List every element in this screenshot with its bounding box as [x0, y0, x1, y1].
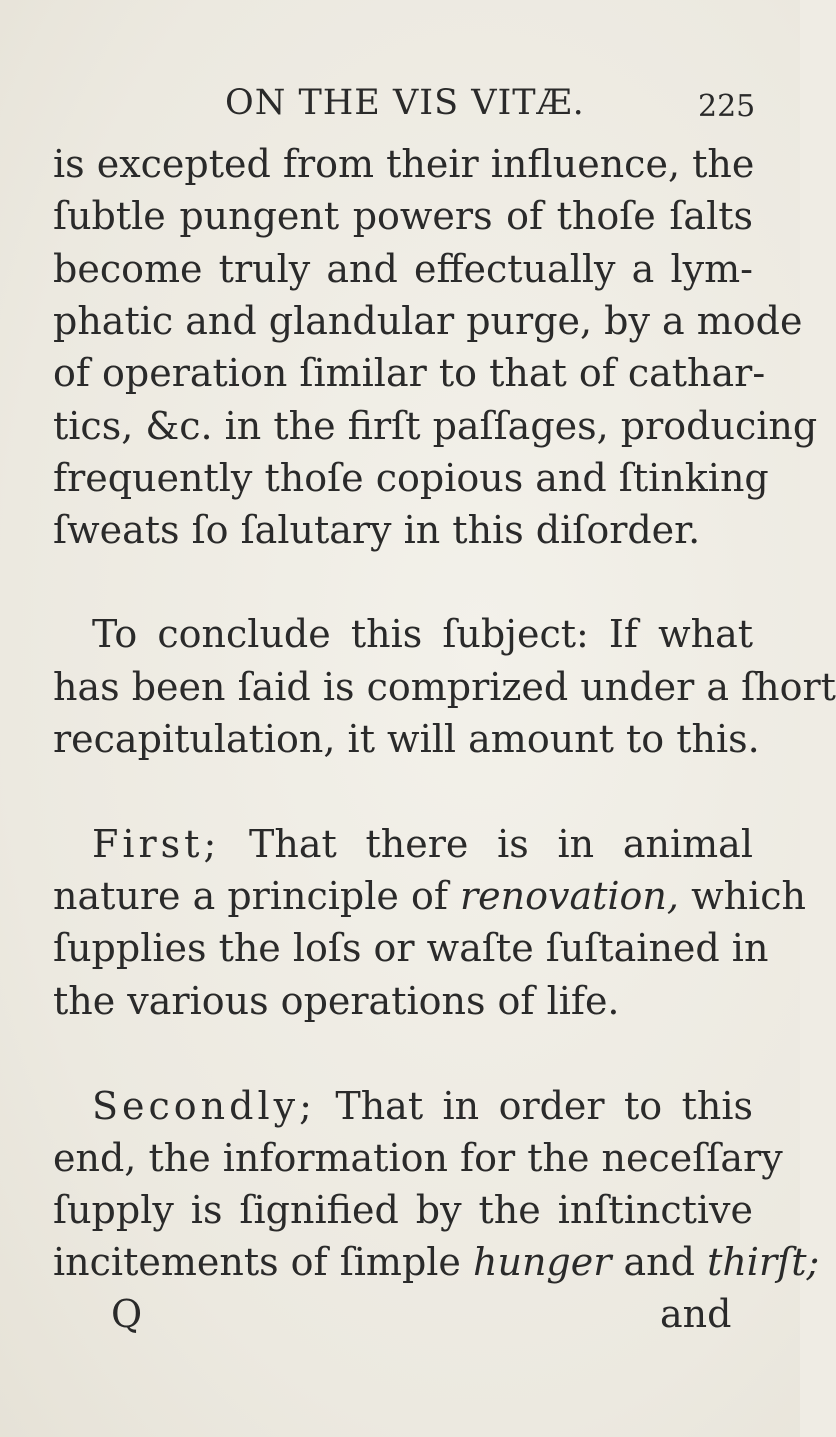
text-line: of operation ſimilar to that of cathar- [53, 351, 766, 395]
page-number: 225 [698, 89, 756, 124]
text-line: tics, &c. in the firſt paſſages, producing [53, 404, 818, 448]
text-run: which [691, 874, 806, 918]
text-line: has been ſaid is comprized under a ſhort [53, 665, 836, 709]
text-run: That there is in animal [249, 822, 753, 866]
text-line: frequently thoſe copious and ſtinking [53, 456, 769, 500]
text-line: phatic and glandular purge, by a mode [53, 299, 803, 343]
paragraph-lead: Secondly; [92, 1084, 316, 1128]
running-head [0, 62, 800, 124]
text-run: nature a principle of [53, 874, 448, 918]
text-line: To conclude this ſubject: If what [92, 612, 753, 656]
text-line: ſupply is ſignified by the inſtinctive [53, 1188, 753, 1232]
italic-term: renovation, [459, 874, 679, 918]
running-title: ON THE VIS VITÆ. [225, 83, 585, 123]
text-line: ſubtle pungent powers of thoſe ſalts [53, 194, 753, 238]
text-line: is excepted from their influence, the [53, 142, 755, 186]
text-line: ſweats ſo ſalutary in this diſorder. [53, 508, 701, 552]
text-line: end, the information for the neceſſary [53, 1136, 783, 1180]
text-line: the various operations of life. [53, 979, 620, 1023]
text-run: That in order to this [335, 1084, 753, 1128]
italic-term: hunger [473, 1240, 612, 1284]
paragraph-lead: First; [92, 822, 221, 866]
text-line [92, 1082, 753, 1130]
italic-term: thirſt; [707, 1240, 820, 1284]
text-run: incitements of ſimple [53, 1240, 461, 1284]
text-line: become truly and effectually a lym- [53, 247, 753, 291]
text-line [92, 820, 753, 868]
catchword: and [660, 1292, 732, 1336]
text-line: recapitulation, it will amount to this. [53, 717, 760, 761]
text-line [53, 1238, 820, 1286]
text-line: ſupplies the loſs or waſte ſuſtained in [53, 926, 769, 970]
signature-mark: Q [111, 1292, 143, 1336]
text-line [53, 872, 806, 920]
text-run: and [623, 1240, 695, 1284]
